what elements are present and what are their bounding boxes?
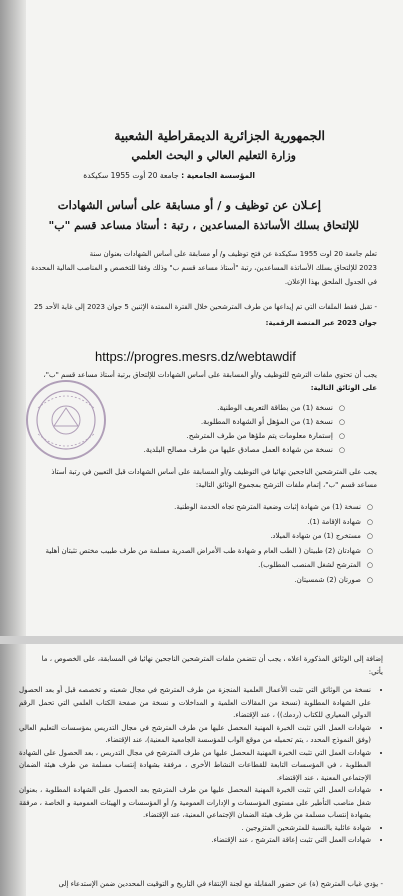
dossier-final-intro2: مساعد قسم "ب"، إتمام ملفات الترشح بمجموع الوثائق التالية:	[195, 481, 377, 489]
list-item: ○ نسخة (1) من شهادة إثبات وضعية المترشح تجاه الخدمة الوطنية.	[45, 500, 373, 515]
list-item: • نسخة من الوثائق التي تثبت الأعمال العلمية المنجزة من طرف المترشح في مجال شعبته و تخصصه قبل أو بعد الحصول على الشهادة المطلوبة (نسخة من المقالات العلمية و المداخلات و نسخة من صفحة الكتاب العلمي التي تحمل الرقم الدولي المعياري للكتاب (ردمك)) ، عند الإقتضاء.	[19, 684, 371, 722]
announcement-title-line2: للإلتحاق بسلك الأساتذة المساعدين ، رتبة : أستاذ مساعد قسم "ب"	[48, 219, 359, 232]
intro-line3: في الجدول الملحق بهذا الإعلان.	[284, 278, 377, 286]
deadline-line1: - تقبل فقط الملفات التي تم إيداعها من طرف المترشحين خلال الفترة الممتدة الإثنين 5 جوان 2023 إلى غاية الأحد 25	[33, 303, 377, 311]
deadline-line2: جوان 2023 عبر المنصة الرقمية:	[265, 319, 377, 327]
list-item: • شهادات العمل التي تثبت الخبرة المهنية المحصل عليها من طرف المترشح في مجال التدريس بمؤسسات التعليم العالي (وفق النموذج المحدد ، يتم تحميله من موقع الواب للمؤسسة الجامعية المعنية)، عند الإقتضاء.	[19, 722, 371, 747]
list-item: ○ نسخة (1) من بطاقة التعريف الوطنية.	[144, 401, 345, 415]
page2-intro2: يأتي:	[368, 668, 383, 676]
dossier-application-list	[144, 401, 345, 457]
announcement-title-line1: إعـلان عن توظيف و / أو مسابقة على أساس الشهادات	[57, 198, 321, 212]
dossier-application-intro1: يجب أن تحتوي ملفات الترشح للتوظيف و/أو المسابقة على أساس الشهادات للإلتحاق برتبة أستاذ مساعد قسم "ب"،	[43, 371, 377, 379]
university-seal-icon	[24, 378, 108, 462]
intro-line2: 2023 للإلتحاق بسلك الأساتذة المساعدين، رتبة "أستاذ مساعد قسم ب" وذلك وفقا للتخصص و المناصب المالية المحددة	[31, 264, 377, 272]
page2-footer-line: - يؤدي غياب المترشح (ة) عن حضور المقابلة مع لجنة الإنتقاء في التاريخ و التوقيت المحددين ضمن الإستدعاء إلى	[58, 880, 383, 888]
platform-url[interactable]: https://progres.mesrs.dz/webtawdif	[95, 349, 296, 364]
page2-list	[19, 684, 381, 847]
republic-heading: الجمهورية الجزائرية الديمقراطية الشعبية	[114, 128, 325, 143]
list-item: ○ نسخة من شهادة العمل مصادق عليها من طرف مصالح البلدية.	[144, 443, 345, 457]
institution-label: المؤسسة الجامعية :	[181, 171, 255, 180]
list-item: • شهادات العمل التي تثبت الخبرة المهنية المحصل عليها من طرف المترشح بعد الحصول على الشهادة المطلوبة ، بعنوان شغل مناصب التأطير على مستوى المؤسسات و الإدارات العمومية و/ أو المؤسسات و الهيئات العمومية و الخاصة ، مرفقة بشهادة إنتساب مسلمة من طرف هيئة الضمان الإجتماعي المعنية، عند الإقتضاء.	[19, 784, 371, 822]
list-item: • شهادات العمل التي تثبت الخبرة المهنية المحصل عليها من طرف المترشح في مجال التدريس ، بعد الحصول على الشهادة المطلوبة ، في المؤسسات التابعة للقطاعات النشاط الأخرى ، مرفقة بشهادة إنتساب مسلمة من طرف هيئة الضمان الإجتماعي المعنية ، عند الإقتضاء.	[19, 747, 371, 785]
dossier-final-list	[45, 500, 373, 587]
list-item: ○ إستمارة معلومات يتم ملؤها من طرف المترشح.	[144, 429, 345, 443]
institution-line	[83, 171, 255, 180]
list-item: • شهادة عائلية بالنسبة للمترشحين المتزوجين .	[19, 822, 371, 835]
page2-intro1: إضافة إلى الوثائق المذكورة اعلاه ، يجب أن تتضمن ملفات المترشحين الناجحين نهائيا في المسابقة، على الخصوص ، ما	[41, 655, 383, 663]
document-page-2	[0, 644, 403, 896]
list-item: • شهادات العمل التي تثبت إعاقة المترشح ، عند الإقتضاء.	[19, 834, 371, 847]
page-edge-shadow	[0, 0, 26, 636]
intro-line1: تعلم جامعة 20 اوت 1955 سكيكدة عن فتح توظيف و/ أو مسابقة على أساس الشهادات بعنوان سنة	[89, 250, 377, 258]
dossier-final-intro1: يجب على المترشحين الناجحين نهائيا في التوظيف و/أو المسابقة على أساس الشهادات قبل التعيين في رتبة أستاذ	[51, 468, 377, 476]
dossier-application-intro2: على الوثائق التالية:	[310, 384, 377, 392]
list-item-continuation: ○ المترشح لشغل المنصب المطلوب).	[45, 558, 373, 573]
list-item: ○ مستخرج (1) من شهادة الميلاد.	[45, 529, 373, 544]
list-item: ○ نسخة (1) من المؤهل أو الشهادة المطلوبة.	[144, 415, 345, 429]
list-item: ○ شهادة الإقامة (1).	[45, 515, 373, 530]
institution-name: جامعة 20 أوت 1955 سكيكدة	[83, 171, 179, 180]
list-item: ○ صورتان (2) شمسيتان.	[45, 573, 373, 588]
ministry-heading: وزارة التعليم العالي و البحث العلمي	[131, 149, 296, 162]
list-item: ○ شهادتان (2) طبيتان ( الطب العام و شهادة طب الأمراض الصدرية مسلمة من طرف طبيب مختص تثبتان أهلية	[45, 544, 373, 559]
